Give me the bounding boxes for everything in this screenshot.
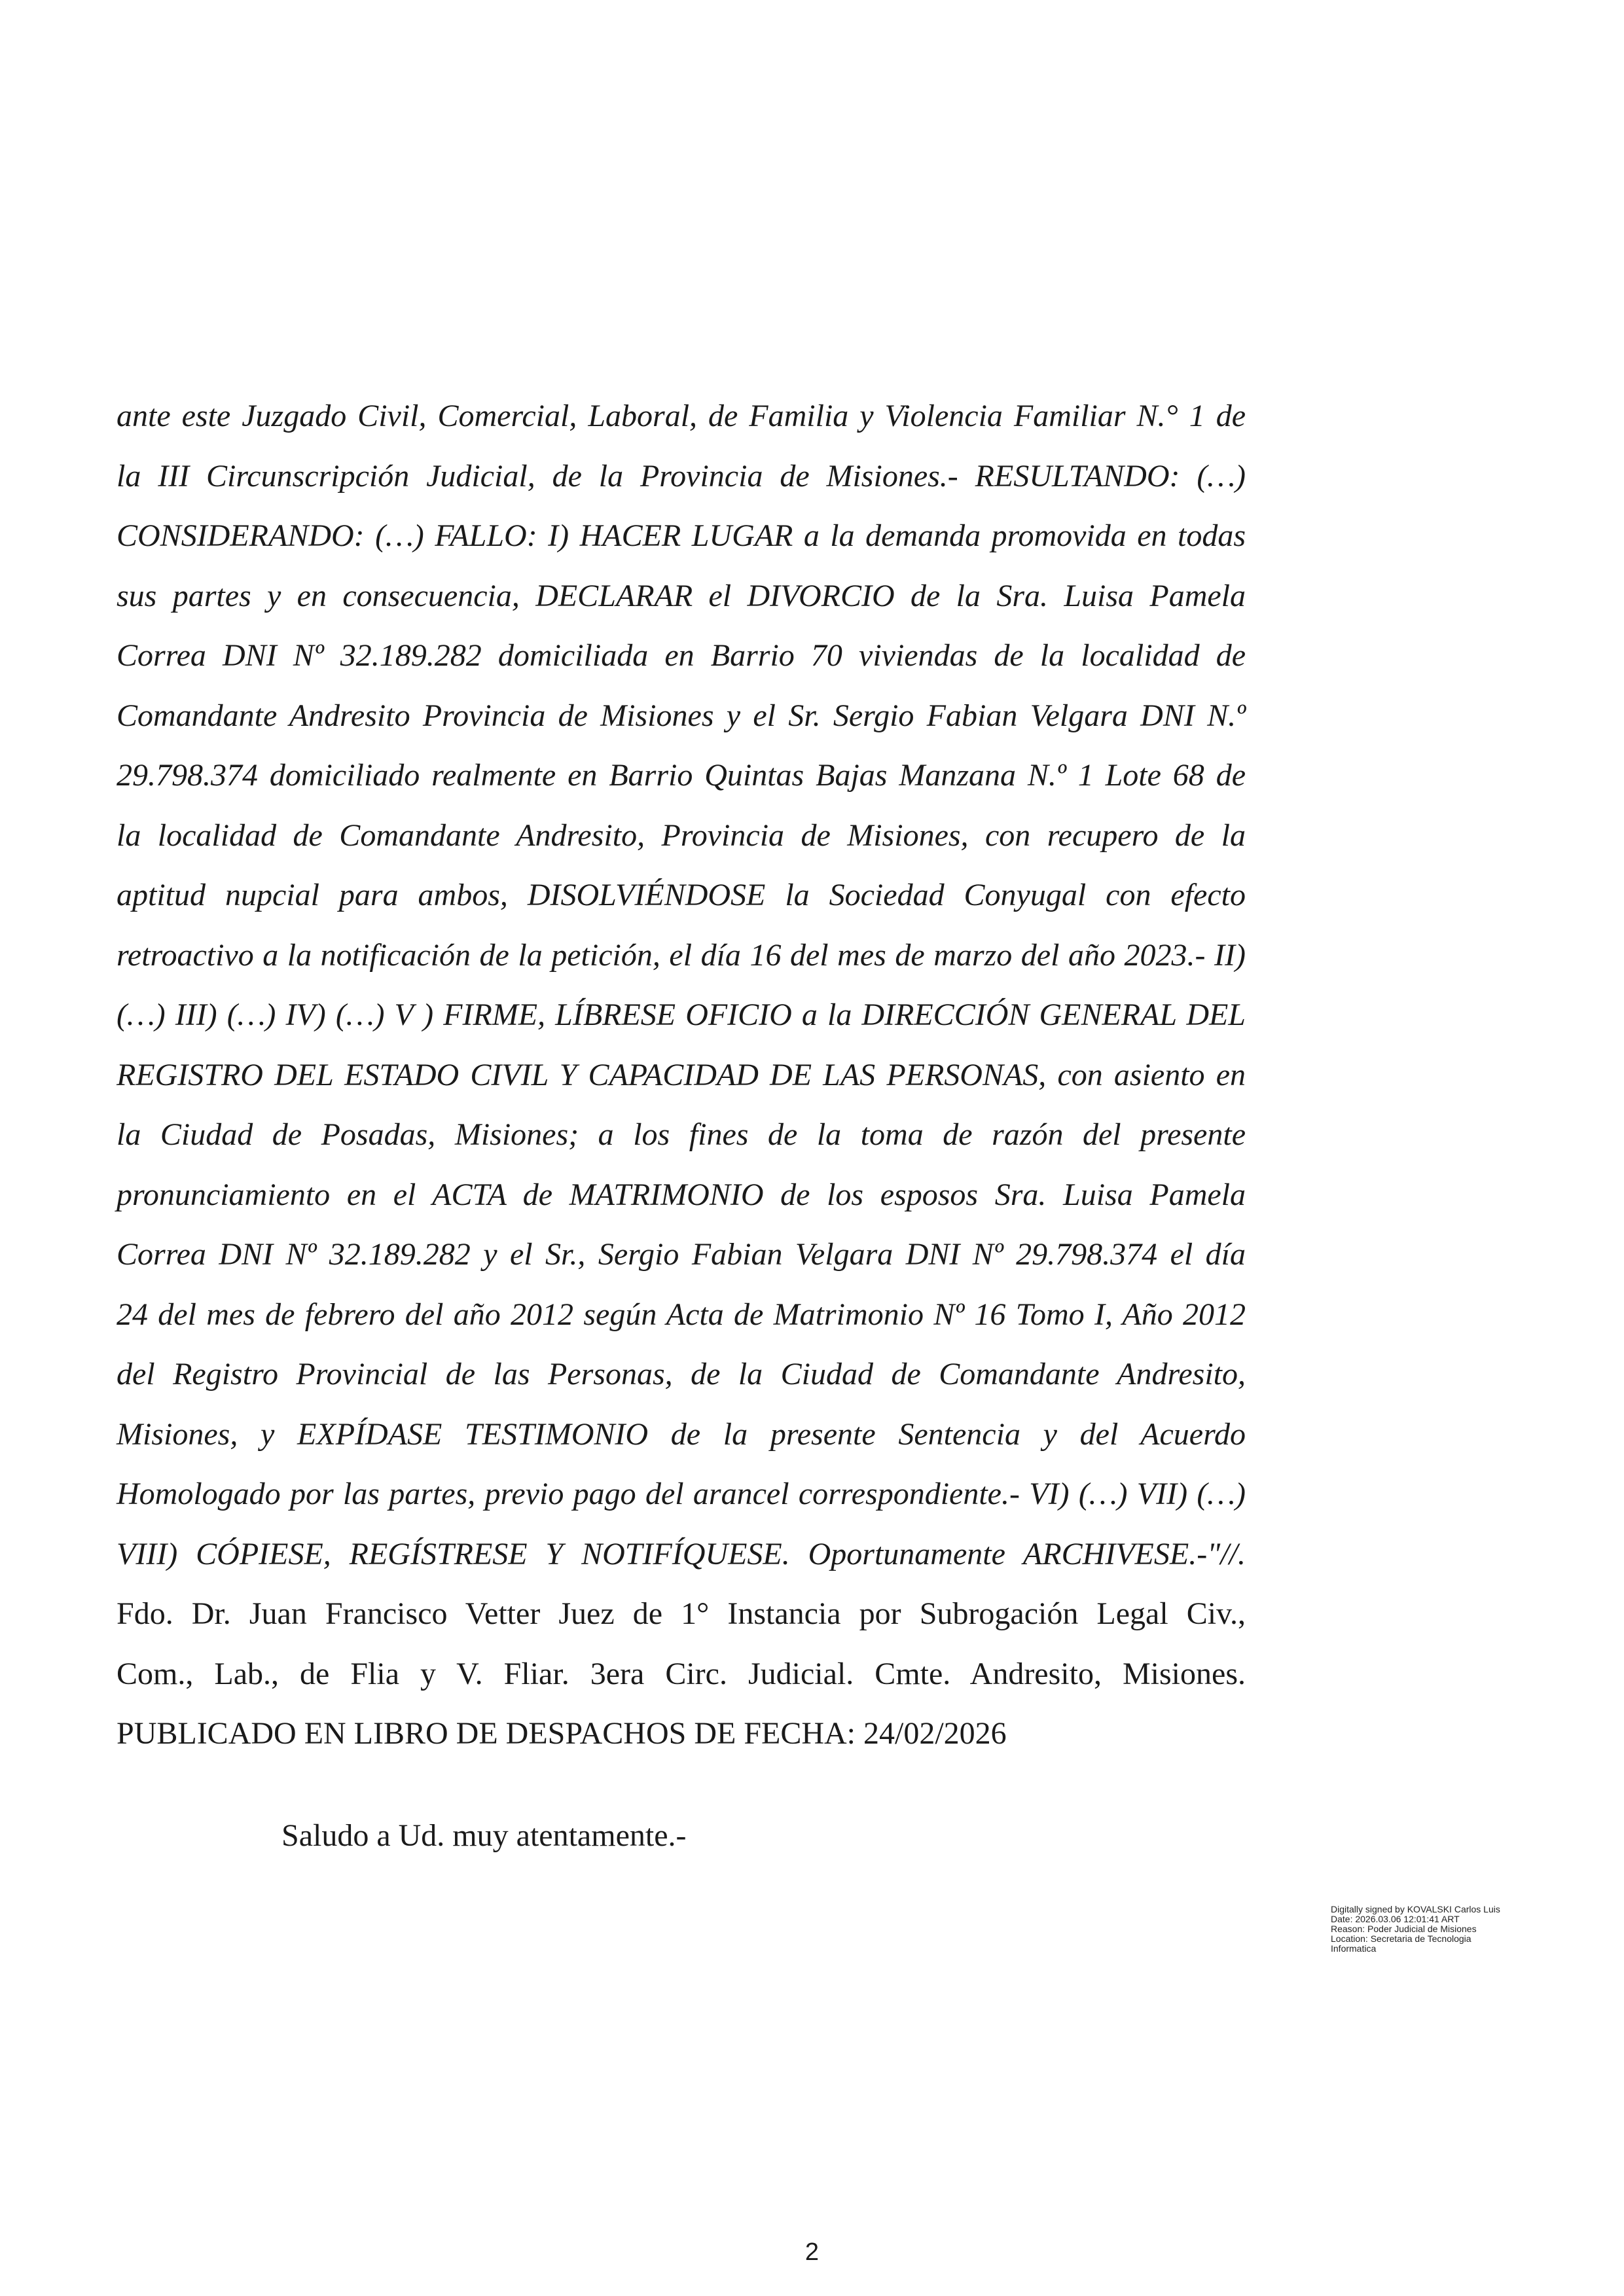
document-body — [117, 386, 1246, 1764]
publication-line: PUBLICADO EN LIBRO DE DESPACHOS DE FECHA: 24/02/2026 — [117, 1716, 1007, 1751]
signature-line: Location: Secretaria de Tecnologia — [1331, 1933, 1471, 1944]
body-line: la localidad de Comandante Andresito, Provincia de Misiones, con recupero de la — [117, 817, 1246, 853]
closing-greeting: Saludo a Ud. muy atentamente.- — [281, 1818, 687, 1853]
body-line: ante este Juzgado Civil, Comercial, Laboral, de Familia y Violencia Familiar N.° 1 de — [117, 399, 1246, 433]
signer-line: Fdo. Dr. Juan Francisco Vetter Juez de 1° Instancia por Subrogación Legal Civ., — [117, 1596, 1246, 1631]
body-line: 29.798.374 domiciliado realmente en Barrio Quintas Bajas Manzana N.º 1 Lote 68 de — [117, 758, 1246, 793]
body-line: la Ciudad de Posadas, Misiones; a los fines de la toma de razón del presente — [117, 1117, 1246, 1152]
body-line: del Registro Provincial de las Personas, de la Ciudad de Comandante Andresito, — [117, 1357, 1246, 1391]
body-line: pronunciamiento en el ACTA de MATRIMONIO de los esposos Sra. Luisa Pamela — [117, 1177, 1246, 1212]
body-line: 24 del mes de febrero del año 2012 según Acta de Matrimonio Nº 16 Tomo I, Año 2012 — [117, 1297, 1246, 1332]
body-line: VIII) CÓPIESE, REGÍSTRESE Y NOTIFÍQUESE. Oportunamente ARCHIVESE.-"//. — [117, 1536, 1246, 1571]
body-line: aptitud nupcial para ambos, DISOLVIÉNDOSE la Sociedad Conyugal con efecto — [117, 878, 1246, 912]
signature-line: Reason: Poder Judicial de Misiones — [1331, 1924, 1477, 1934]
page-number: 2 — [804, 2238, 820, 2266]
body-line: Misiones, y EXPÍDASE TESTIMONIO de la presente Sentencia y del Acuerdo — [117, 1416, 1246, 1452]
signer-line: Com., Lab., de Flia y V. Fliar. 3era Circ. Judicial. Cmte. Andresito, Misiones. — [117, 1656, 1246, 1691]
body-line: sus partes y en consecuencia, DECLARAR el DIVORCIO de la Sra. Luisa Pamela — [117, 578, 1246, 613]
body-line: CONSIDERANDO: (…) FALLO: I) HACER LUGAR a la demanda promovida en todas — [117, 518, 1246, 553]
signature-line: Date: 2026.03.06 12:01:41 ART — [1331, 1914, 1460, 1924]
body-line: REGISTRO DEL ESTADO CIVIL Y CAPACIDAD DE LAS PERSONAS, con asiento en — [117, 1057, 1246, 1092]
body-line: Comandante Andresito Provincia de Misiones y el Sr. Sergio Fabian Velgara DNI N.º — [117, 698, 1246, 733]
body-line: Correa DNI Nº 32.189.282 y el Sr., Sergio Fabian Velgara DNI Nº 29.798.374 el día — [117, 1237, 1246, 1272]
signature-line: Informatica — [1331, 1943, 1377, 1954]
body-line: Correa DNI Nº 32.189.282 domiciliada en Barrio 70 viviendas de la localidad de — [117, 638, 1246, 673]
body-line: la III Circunscripción Judicial, de la Provincia de Misiones.- RESULTANDO: (…) — [117, 458, 1246, 493]
body-line: Homologado por las partes, previo pago del arancel correspondiente.- VI) (…) VII) (…) — [117, 1477, 1246, 1511]
body-line: retroactivo a la notificación de la petición, el día 16 del mes de marzo del año 2023.- II) — [117, 937, 1246, 973]
digital-signature-stamp — [1331, 1905, 1553, 1954]
signature-line: Digitally signed by KOVALSKI Carlos Luis — [1331, 1904, 1500, 1914]
body-line: (…) III) (…) IV) (…) V ) FIRME, LÍBRESE OFICIO a la DIRECCIÓN GENERAL DEL — [117, 997, 1246, 1032]
